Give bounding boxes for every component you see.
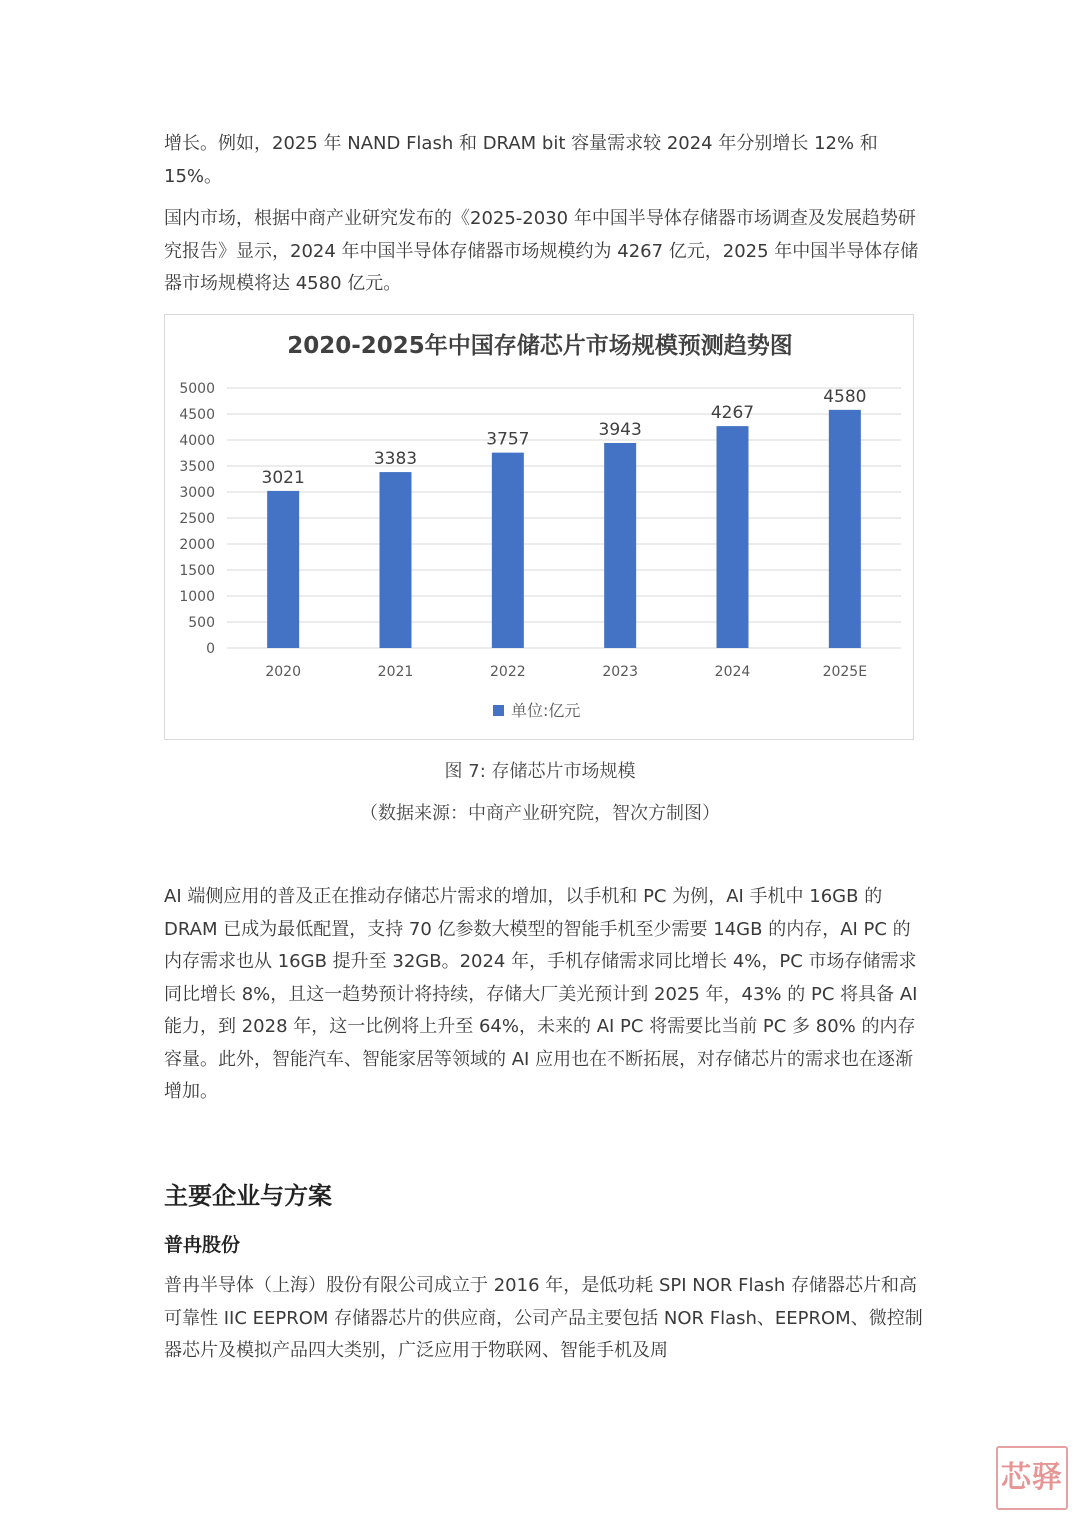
y-tick-label: 3500 [179, 459, 215, 475]
x-tick-label: 2022 [490, 664, 526, 680]
x-tick-label: 2020 [265, 664, 301, 680]
y-tick-label: 1500 [179, 563, 215, 579]
data-label-2023: 3943 [598, 419, 642, 440]
bar-2023 [604, 443, 636, 648]
y-tick-label: 3000 [179, 485, 215, 501]
bar-2024 [717, 426, 749, 648]
y-tick-label: 2500 [179, 511, 215, 527]
legend-swatch [493, 705, 504, 716]
watermark-stamp [996, 1446, 1068, 1510]
bar-2025E [829, 410, 861, 648]
figure-caption: 图 7: 存储芯片市场规模 [444, 761, 636, 782]
paragraph-domestic-market: 国内市场，根据中商产业研究发布的《2025-2030 年中国半导体存储器市场调查及发展趋势研究报告》显示，2024 年中国半导体存储器市场规模约为 4267 亿元，2025 年中国半导体存储器市场规模将达 4580 亿元。 [164, 208, 919, 294]
bar-2020 [267, 491, 299, 648]
bar-2022 [492, 453, 524, 648]
chart-title: 2020-2025年中国存储芯片市场规模预测趋势图 [287, 333, 793, 359]
y-tick-label: 500 [188, 615, 215, 631]
paragraph-ai-demand: AI 端侧应用的普及正在推动存储芯片需求的增加，以手机和 PC 为例，AI 手机中 16GB 的 DRAM 已成为最低配置，支持 70 亿参数大模型的智能手机至少需要 14GB 的内存，AI PC 的内存需求也从 16GB 提升至 32GB。2024 年，手机存储需求同比增长 4%，PC 市场存储需求同比增长 8%，且这一趋势预计将持续，存储大厂美光预计到 2025 年，43% 的 PC 将具备 AI 能力，到 2028 年，这一比例将上升至 64%，未来的 AI PC 将需要比当前 PC 多 80% 的内存容量。此外，智能汽车、智能家居等领域的 AI 应用也在不断拓展，对存储芯片的需求也在逐渐增加。 [164, 886, 918, 1102]
legend-label: 单位:亿元 [511, 701, 581, 720]
data-label-2020: 3021 [261, 467, 305, 488]
chart-canvas [165, 315, 915, 741]
y-tick-label: 2000 [179, 537, 215, 553]
paragraph-company-intro: 普冉半导体（上海）股份有限公司成立于 2016 年，是低功耗 SPI NOR Flash 存储器芯片和高可靠性 IIC EEPROM 存储器芯片的供应商，公司产品主要包括 NOR Flash、EEPROM、微控制器芯片及模拟产品四大类别，广泛应用于物联网、智能手机及周 [164, 1275, 923, 1361]
market-size-chart [164, 314, 914, 740]
y-tick-label: 5000 [179, 381, 215, 397]
x-tick-label: 2021 [377, 664, 414, 680]
data-label-2021: 3383 [373, 449, 418, 470]
y-tick-label: 4500 [179, 407, 215, 423]
bar-2021 [380, 472, 412, 648]
paragraph-intro-growth: 增长。例如，2025 年 NAND Flash 和 DRAM bit 容量需求较 2024 年分别增长 12% 和 15%。 [164, 133, 878, 187]
x-tick-label: 2023 [602, 664, 638, 680]
watermark-text: 芯驿 [1001, 1460, 1063, 1495]
section-heading: 主要企业与方案 [164, 1182, 332, 1210]
data-label-2024: 4267 [710, 403, 755, 424]
y-tick-label: 4000 [179, 433, 215, 449]
y-tick-label: 1000 [179, 589, 215, 605]
figure-source: （数据来源：中商产业研究院，智次方制图） [360, 803, 720, 824]
data-label-2025E: 4580 [823, 386, 867, 407]
data-label-2022: 3757 [486, 429, 530, 450]
company-heading: 普冉股份 [164, 1234, 241, 1256]
y-tick-label: 0 [206, 641, 215, 657]
x-tick-label: 2025E [822, 664, 868, 680]
x-tick-label: 2024 [714, 664, 751, 680]
